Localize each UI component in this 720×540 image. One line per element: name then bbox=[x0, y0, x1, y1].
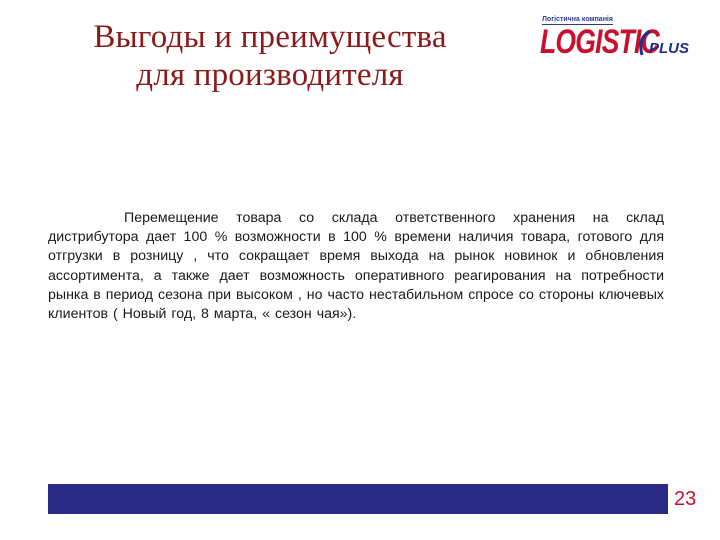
logo-wordmark: LOGISTIC bbox=[540, 23, 659, 61]
logo-tagline: Логістична компанія bbox=[542, 16, 613, 23]
slide-title bbox=[30, 18, 510, 94]
body-paragraph: Перемещение товара со склада ответственного хранения на склад дистрибутора дает 100 % возможности в 100 % времени наличия товара, готового для отгрузки в розницу , что сокращает время выхода на рынок новинок и обновления ассортимента, а также дает возможность оперативного реагирования на потребности рынка в период сезона при высоком , но часто нестабильном спросе со стороны ключевых клиентов ( Новый год, 8 марта, « сезон чая»). bbox=[48, 210, 664, 323]
page-number: 23 bbox=[674, 488, 697, 510]
footer-bar bbox=[48, 484, 668, 514]
slide-title-line-2: для производителя bbox=[136, 57, 404, 93]
logo-plus: PLUS bbox=[649, 40, 690, 57]
slide-title-line-1: Выгоды и преимущества bbox=[93, 19, 447, 55]
company-logo bbox=[540, 16, 690, 64]
